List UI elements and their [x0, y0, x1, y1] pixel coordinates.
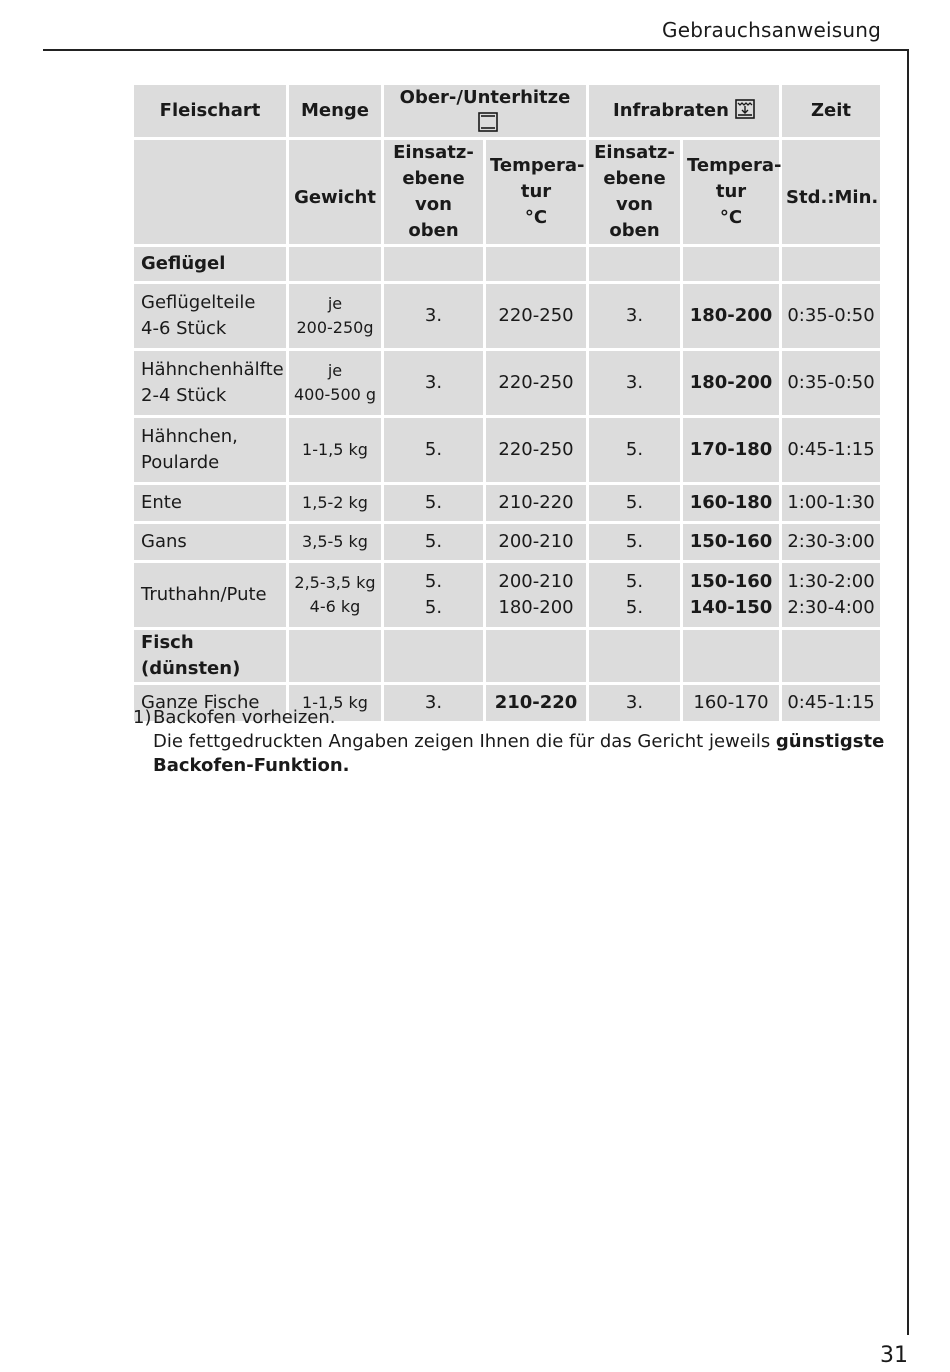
- value-line: 2:30-4:00: [787, 597, 875, 618]
- value-line: 5.: [625, 571, 644, 592]
- cell-temp-infra: 180-200: [683, 351, 779, 415]
- qty-line: je: [327, 294, 343, 313]
- cell-zeit: [782, 563, 880, 627]
- einsatz-line-3: von oben: [609, 194, 660, 241]
- cell-einsatz-ober: [384, 563, 483, 627]
- cell-zeit: 0:35-0:50: [782, 284, 880, 348]
- cell-menge: 1,5-2 kg: [289, 485, 381, 521]
- qty-line: 2,5-3,5 kg: [294, 573, 376, 592]
- footnote-bold-text: günstigste: [775, 731, 885, 752]
- empty-cell: [782, 247, 880, 281]
- ober-unterhitze-label: Ober-/Unterhitze: [399, 87, 571, 108]
- qty-line: 400-500 g: [293, 385, 377, 404]
- table-row: [134, 563, 880, 627]
- cell-menge: 1-1,5 kg: [289, 418, 381, 482]
- zeit-unit-label: Std.:Min.: [786, 187, 879, 208]
- value-line: 5.: [424, 571, 443, 592]
- cell-temp-ober: [486, 563, 586, 627]
- cell-temp-ober: 220-250: [486, 351, 586, 415]
- qty-line: je: [327, 361, 343, 380]
- top-bottom-heat-icon: [478, 112, 498, 132]
- table-row: [134, 418, 880, 482]
- table-subheader-row: [134, 140, 880, 244]
- category-row-gefluegel: [134, 247, 880, 281]
- cell-temp-infra: [683, 563, 779, 627]
- einsatz-line-1: Einsatz-: [594, 142, 675, 163]
- cell-fleischart: [134, 351, 286, 415]
- cell-menge: [289, 284, 381, 348]
- empty-cell: [589, 630, 680, 682]
- empty-cell: [782, 630, 880, 682]
- cell-einsatz-infra: 3.: [589, 284, 680, 348]
- page-header-title: Gebrauchsanweisung: [662, 18, 881, 42]
- cell-menge: 1-1,5 kg: [289, 685, 381, 721]
- subheader-zeit-unit: [782, 140, 880, 244]
- footnote-line-2: [153, 730, 884, 754]
- temp-line-3: °C: [719, 207, 743, 228]
- name-line: Geflügelteile: [141, 292, 256, 313]
- einsatz-line-2: ebene: [402, 168, 465, 189]
- footnote-text: [153, 706, 884, 778]
- cell-fleischart: Gans: [134, 524, 286, 560]
- value-line: 180-200: [498, 597, 574, 618]
- cell-zeit: 1:00-1:30: [782, 485, 880, 521]
- cell-temp-ober: 220-250: [486, 418, 586, 482]
- cell-menge: [289, 351, 381, 415]
- temp-line-1: Tempera-: [490, 155, 585, 176]
- page-number: 31: [880, 1343, 908, 1368]
- cell-temp-infra: 180-200: [683, 284, 779, 348]
- empty-cell: [289, 630, 381, 682]
- gewicht-label: Gewicht: [294, 187, 376, 208]
- einsatz-line-2: ebene: [603, 168, 666, 189]
- col-header-fleischart: Fleischart: [134, 85, 286, 137]
- footnote-plain-text: Die fettgedruckten Angaben zeigen Ihnen die für das Gericht jeweils: [153, 731, 776, 752]
- cell-einsatz-infra: 5.: [589, 524, 680, 560]
- cell-fleischart: Ganze Fische: [134, 685, 286, 721]
- subheader-temperatur-2: [683, 140, 782, 244]
- table-header-row: [134, 85, 880, 137]
- empty-cell: [683, 247, 779, 281]
- value-line: 150-160: [689, 571, 773, 592]
- empty-cell: [486, 630, 586, 682]
- col-header-menge: Menge: [289, 85, 381, 137]
- footnote-line-1: Backofen vorheizen.: [153, 707, 336, 728]
- footnote-line-3: [153, 754, 884, 778]
- category-row-fisch: [134, 630, 880, 682]
- cell-temp-infra: 150-160: [683, 524, 779, 560]
- header-rule: [43, 49, 909, 51]
- name-line: Poularde: [141, 452, 220, 473]
- empty-cell: [683, 630, 779, 682]
- cell-zeit: 0:35-0:50: [782, 351, 880, 415]
- temp-line-1: Tempera-: [687, 155, 782, 176]
- cell-einsatz-infra: 3.: [589, 685, 680, 721]
- empty-cell: [384, 247, 483, 281]
- empty-cell: [486, 247, 586, 281]
- value-line: 5.: [625, 597, 644, 618]
- name-line: 4-6 Stück: [141, 318, 227, 339]
- cell-einsatz-infra: [589, 563, 680, 627]
- cell-einsatz-ober: 5.: [384, 524, 483, 560]
- value-line: 1:30-2:00: [787, 571, 875, 592]
- cell-fleischart: Truthahn/Pute: [134, 563, 286, 627]
- cell-einsatz-infra: 3.: [589, 351, 680, 415]
- infra-grill-icon: [735, 99, 755, 119]
- table-row: [134, 351, 880, 415]
- temp-line-3: °C: [524, 207, 548, 228]
- qty-line: 200-250g: [296, 318, 374, 337]
- subheader-temperatur-1: [486, 140, 586, 244]
- footnote-bold-text: Backofen-Funktion.: [153, 755, 350, 776]
- empty-cell: [289, 247, 381, 281]
- cell-fleischart: [134, 418, 286, 482]
- cell-einsatz-ober: 5.: [384, 418, 483, 482]
- category-label: Fisch (dünsten): [134, 630, 286, 682]
- table-row: [134, 485, 880, 521]
- subheader-einsatzebene-1: [384, 140, 483, 244]
- col-header-infrabraten: [589, 85, 779, 137]
- qty-line: 4-6 kg: [309, 597, 361, 616]
- cell-temp-ober: 220-250: [486, 284, 586, 348]
- cell-einsatz-infra: 5.: [589, 485, 680, 521]
- value-line: 200-210: [498, 571, 574, 592]
- col-header-ober-unterhitze: [384, 85, 586, 137]
- cell-temp-ober: 210-220: [486, 485, 586, 521]
- name-line: Hähnchenhälfte: [141, 359, 284, 380]
- cooking-table: [131, 82, 883, 724]
- temp-line-2: tur: [715, 181, 747, 202]
- margin-rule: [907, 49, 909, 1335]
- value-line: 140-150: [689, 597, 773, 618]
- cell-einsatz-ober: 5.: [384, 485, 483, 521]
- value-line: 5.: [424, 597, 443, 618]
- einsatz-line-3: von oben: [408, 194, 459, 241]
- subheader-gewicht: [289, 140, 381, 244]
- table-row: [134, 284, 880, 348]
- cell-zeit: 0:45-1:15: [782, 685, 880, 721]
- cell-temp-infra: 160-170: [683, 685, 779, 721]
- name-line: 2-4 Stück: [141, 385, 227, 406]
- cell-temp-infra: 170-180: [683, 418, 779, 482]
- cell-temp-infra: 160-180: [683, 485, 779, 521]
- empty-cell: [589, 247, 680, 281]
- empty-cell: [384, 630, 483, 682]
- subheader-empty: [134, 140, 286, 244]
- category-label: Geflügel: [134, 247, 286, 281]
- cell-zeit: 2:30-3:00: [782, 524, 880, 560]
- cell-zeit: 0:45-1:15: [782, 418, 880, 482]
- infrabraten-label: Infrabraten: [613, 100, 729, 121]
- subheader-einsatzebene-2: [589, 140, 680, 244]
- cell-einsatz-ober: 3.: [384, 685, 483, 721]
- col-header-zeit: Zeit: [782, 85, 880, 137]
- footnote: [133, 706, 884, 778]
- cell-einsatz-infra: 5.: [589, 418, 680, 482]
- table-row: [134, 524, 880, 560]
- cell-fleischart: Ente: [134, 485, 286, 521]
- cell-einsatz-ober: 3.: [384, 284, 483, 348]
- name-line: Hähnchen,: [141, 426, 238, 447]
- einsatz-line-1: Einsatz-: [393, 142, 474, 163]
- cell-temp-ober: 200-210: [486, 524, 586, 560]
- cell-einsatz-ober: 3.: [384, 351, 483, 415]
- cell-temp-ober: 210-220: [486, 685, 586, 721]
- cell-menge: [289, 563, 381, 627]
- cell-menge: 3,5-5 kg: [289, 524, 381, 560]
- temp-line-2: tur: [520, 181, 552, 202]
- footnote-number: 1): [133, 707, 152, 728]
- cell-fleischart: [134, 284, 286, 348]
